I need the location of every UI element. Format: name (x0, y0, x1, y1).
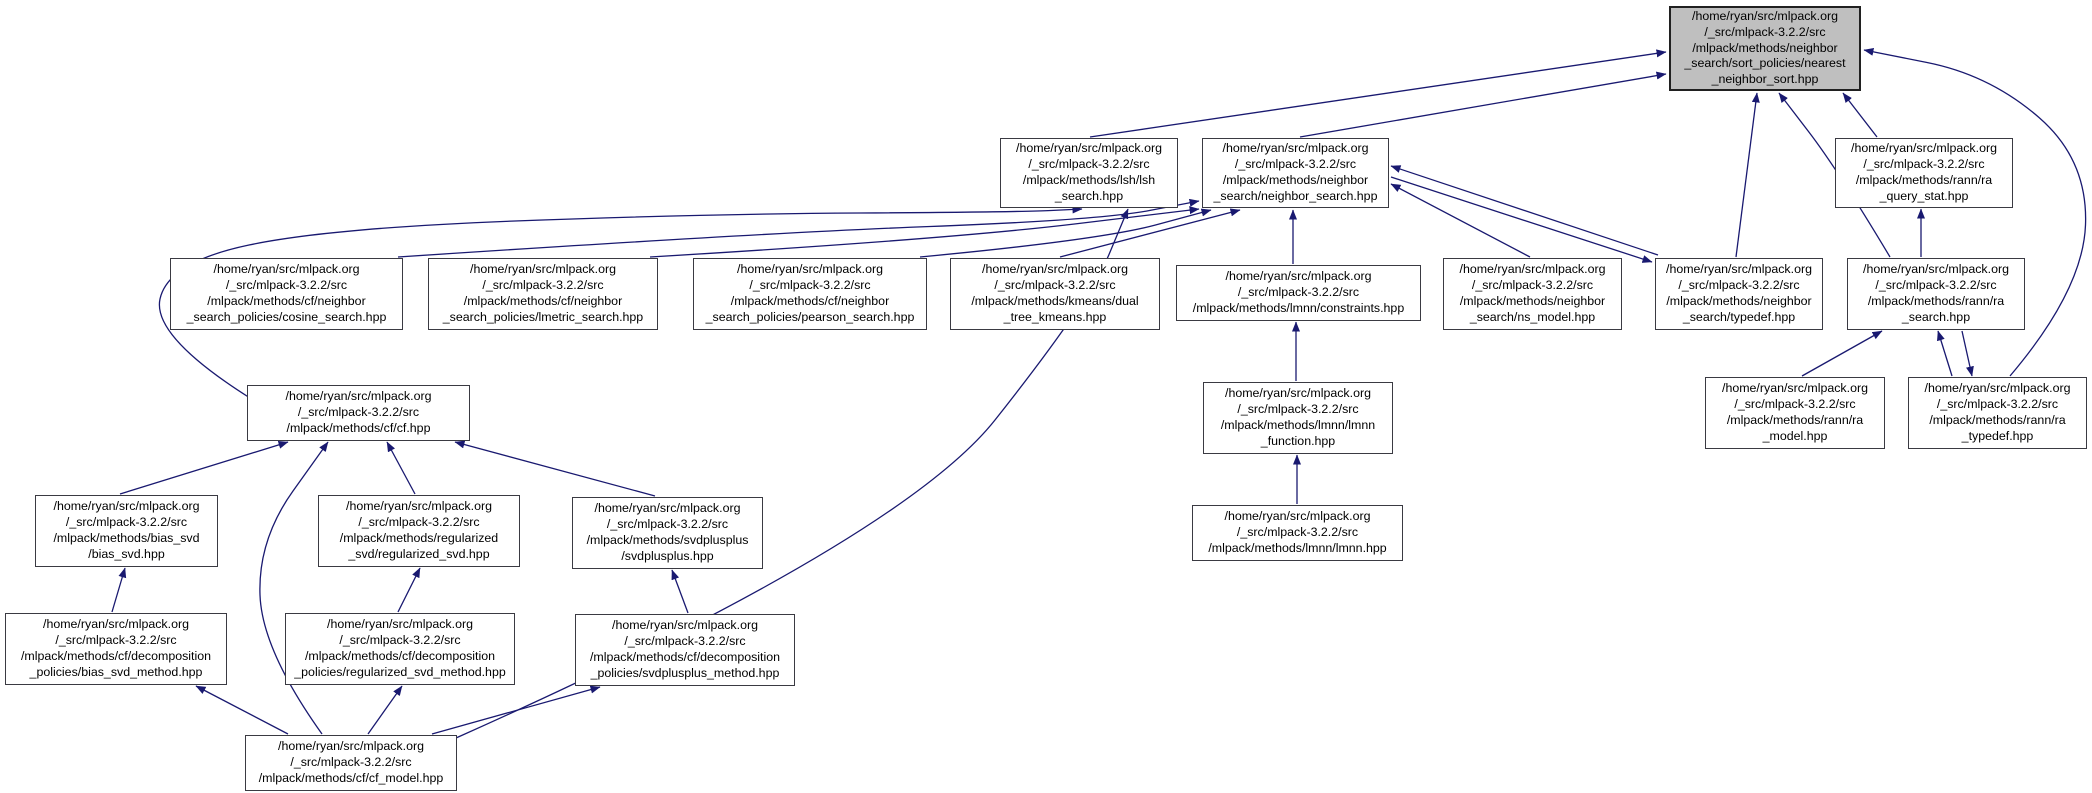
node-label-line: _search_policies/cosine_search.hpp (186, 309, 387, 324)
node-label-line: _policies/svdplusplus_method.hpp (590, 665, 780, 680)
node-label-line: /mlpack/methods/lsh/lsh (1022, 173, 1156, 187)
edge-svdplusplus_method-to-svdplusplus (672, 570, 688, 613)
edge-regularized_svd-to-cf (387, 442, 415, 494)
graph-node-ra_model[interactable] (1705, 377, 1885, 449)
node-label-line: /_src/mlpack-3.2.2/src (1471, 278, 1594, 293)
node-label-line: /home/ryan/src/mlpack.org (327, 617, 473, 632)
node-label-line: /home/ryan/src/mlpack.org (1666, 262, 1812, 277)
edge-dual_tree_kmeans-to-neighbor_search (1060, 210, 1240, 257)
node-label-line: /home/ryan/src/mlpack.org (43, 617, 189, 632)
node-label-line: /mlpack/methods/rann/ra (1929, 413, 2066, 427)
node-label-line: _search/sort_policies/nearest (1684, 56, 1846, 71)
node-label-line: _search/ns_model.hpp (1469, 309, 1596, 324)
node-label-line: /home/ryan/src/mlpack.org (982, 262, 1128, 277)
node-label-line: /mlpack/methods/bias_svd (53, 531, 200, 545)
node-label-line: /mlpack/methods/neighbor (1459, 294, 1606, 308)
edge-ns_model-to-neighbor_search (1391, 184, 1530, 257)
node-label-line: /home/ryan/src/mlpack.org (278, 739, 424, 754)
node-label-line: /mlpack/methods/neighbor (1222, 173, 1369, 187)
node-label-line: _tree_kmeans.hpp (1003, 309, 1107, 324)
node-label-line: /mlpack/methods/lmnn/lmnn (1220, 418, 1376, 432)
edge-ra_query_stat-to-nearest_neighbor_sort (1843, 93, 1877, 137)
node-label-line: /_src/mlpack-3.2.2/src (1704, 24, 1826, 39)
node-label-line: /mlpack/methods/cf/decomposition (589, 650, 781, 664)
node-label-line: /home/ryan/src/mlpack.org (1692, 9, 1838, 24)
node-label-line: /home/ryan/src/mlpack.org (53, 499, 200, 514)
node-label-line: _policies/regularized_svd_method.hpp (294, 664, 506, 679)
node-label-line: _query_stat.hpp (1879, 188, 1969, 203)
node-label-line: /_src/mlpack-3.2.2/src (55, 633, 177, 648)
node-label-line: /mlpack/methods/cf/cf.hpp (286, 420, 431, 435)
node-label-line: /_src/mlpack-3.2.2/src (1234, 157, 1357, 172)
graph-node-svdplusplus[interactable] (572, 497, 763, 569)
node-label-line: /mlpack/methods/neighbor (1692, 40, 1838, 55)
edge-typedef-to-neighbor_search (1391, 166, 1658, 255)
node-label-line: /mlpack/methods/cf/decomposition (20, 649, 212, 663)
node-label-line: /bias_svd.hpp (88, 546, 165, 561)
node-label-line: _neighbor_sort.hpp (1711, 72, 1819, 87)
edge-cf_model-to-bias_svd_method (196, 686, 288, 734)
node-label-line: /mlpack/methods/rann/ra (1855, 173, 1993, 187)
edge-bias_svd_method-to-bias_svd (112, 568, 125, 612)
node-label-line: /home/ryan/src/mlpack.org (470, 262, 616, 277)
node-label-line: /_src/mlpack-3.2.2/src (358, 515, 480, 530)
node-label-line: /home/ryan/src/mlpack.org (1459, 262, 1606, 277)
node-label-line: /mlpack/methods/cf/neighbor (207, 294, 366, 308)
node-label-line: /_src/mlpack-3.2.2/src (65, 515, 188, 530)
node-label-line: /home/ryan/src/mlpack.org (1016, 141, 1162, 156)
node-label-line: /svdplusplus.hpp (621, 548, 714, 563)
graph-node-nearest_neighbor_sort (1669, 6, 1861, 91)
node-label-line: /_src/mlpack-3.2.2/src (290, 755, 412, 770)
node-label-line: /mlpack/methods/kmeans/dual (971, 294, 1139, 308)
graph-node-ra_search[interactable] (1847, 258, 2025, 330)
node-label-line: _search.hpp (1901, 309, 1971, 324)
edge-bias_svd-to-cf (120, 442, 288, 494)
graph-node-cf_model[interactable] (245, 735, 457, 791)
node-label-line: /home/ryan/src/mlpack.org (1225, 269, 1372, 284)
node-label-line: /home/ryan/src/mlpack.org (1225, 386, 1371, 401)
edge-ra_typedef-to-ra_search (1938, 331, 1952, 376)
node-label-line: /_src/mlpack-3.2.2/src (297, 405, 420, 420)
edge-ra_model-to-ra_search (1802, 331, 1882, 376)
graph-node-bias_svd[interactable] (35, 495, 218, 567)
node-label-line: /_src/mlpack-3.2.2/src (1237, 285, 1360, 300)
graph-node-lmnn_function[interactable] (1203, 382, 1393, 454)
node-label-line: /home/ryan/src/mlpack.org (1222, 141, 1369, 156)
edge-neighbor_search-to-typedef (1391, 177, 1652, 262)
node-label-line: /home/ryan/src/mlpack.org (213, 262, 360, 277)
node-label-line: /_src/mlpack-3.2.2/src (482, 278, 604, 293)
node-label-line: /mlpack/methods/cf/decomposition (304, 649, 496, 663)
edge-lsh_search-to-nearest_neighbor_sort (1090, 52, 1666, 137)
node-label-line: /mlpack/methods/lmnn/lmnn.hpp (1208, 540, 1387, 555)
edge-cf_model-to-regularized_svd_method (368, 686, 402, 734)
node-label-line: /mlpack/methods/cf/neighbor (463, 294, 623, 308)
node-label-line: /home/ryan/src/mlpack.org (594, 501, 741, 516)
node-label-line: _search/typedef.hpp (1682, 309, 1796, 324)
node-label-line: /mlpack/methods/rann/ra (1726, 413, 1864, 427)
node-label-line: /home/ryan/src/mlpack.org (285, 389, 432, 404)
node-label-line: /home/ryan/src/mlpack.org (612, 618, 758, 633)
node-label-line: _search.hpp (1054, 188, 1124, 203)
graph-node-regularized_svd_method[interactable] (285, 613, 515, 685)
node-label-line: /home/ryan/src/mlpack.org (737, 262, 883, 277)
node-label-line: /_src/mlpack-3.2.2/src (1028, 157, 1150, 172)
edge-cf_model-to-cf (260, 442, 328, 734)
graph-node-lsh_search[interactable] (1000, 138, 1178, 208)
node-label-line: /mlpack/methods/lmnn/constraints.hpp (1192, 300, 1405, 315)
graph-node-lmetric_search[interactable] (428, 258, 658, 330)
node-label-line: /_src/mlpack-3.2.2/src (1236, 525, 1359, 540)
node-label-line: /mlpack/methods/cf/cf_model.hpp (258, 770, 444, 785)
node-label-line: _search/neighbor_search.hpp (1213, 188, 1378, 203)
node-label-line: /home/ryan/src/mlpack.org (1722, 381, 1868, 396)
node-label-line: /_src/mlpack-3.2.2/src (1863, 157, 1985, 172)
node-label-line: /_src/mlpack-3.2.2/src (1936, 397, 2059, 412)
edge-ra_search-to-ra_typedef (1962, 331, 1972, 376)
node-label-line: _model.hpp (1762, 428, 1828, 443)
node-label-line: /home/ryan/src/mlpack.org (1851, 141, 1997, 156)
node-label-line: /_src/mlpack-3.2.2/src (1875, 278, 1997, 293)
edge-pearson_search-to-neighbor_search (920, 210, 1211, 257)
node-label-line: /home/ryan/src/mlpack.org (1863, 262, 2009, 277)
graph-node-regularized_svd[interactable] (318, 495, 520, 567)
edge-cf_model-to-svdplusplus_method (432, 687, 600, 734)
node-label-line: _svd/regularized_svd.hpp (348, 546, 490, 561)
edge-svdplusplus-to-cf (455, 442, 655, 496)
graph-node-pearson_search[interactable] (693, 258, 927, 330)
node-label-line: _search_policies/lmetric_search.hpp (442, 309, 644, 324)
graph-node-constraints[interactable] (1176, 265, 1421, 321)
node-label-line: /mlpack/methods/svdplusplus (586, 533, 749, 547)
node-label-line: /mlpack/methods/regularized (339, 531, 499, 545)
edge-typedef-to-nearest_neighbor_sort (1736, 93, 1757, 257)
graph-node-ns_model[interactable] (1443, 258, 1622, 330)
graph-node-svdplusplus_method[interactable] (575, 614, 795, 686)
node-label-line: /_src/mlpack-3.2.2/src (749, 278, 871, 293)
graph-node-lmnn[interactable] (1192, 505, 1403, 561)
edge-neighbor_search-to-nearest_neighbor_sort (1300, 74, 1666, 137)
node-label-line: /_src/mlpack-3.2.2/src (1237, 402, 1359, 417)
graph-node-neighbor_search[interactable] (1202, 138, 1389, 208)
node-label-line: /_src/mlpack-3.2.2/src (606, 517, 729, 532)
node-label-line: /_src/mlpack-3.2.2/src (1734, 397, 1856, 412)
graph-node-typedef[interactable] (1655, 258, 1823, 330)
graph-node-bias_svd_method[interactable] (5, 613, 227, 685)
node-label-line: _typedef.hpp (1961, 428, 2034, 443)
graph-node-dual_tree_kmeans[interactable] (950, 258, 1160, 330)
graph-node-ra_typedef[interactable] (1908, 377, 2087, 449)
node-label-line: /home/ryan/src/mlpack.org (346, 499, 492, 514)
edge-regularized_svd_method-to-regularized_svd (398, 568, 420, 612)
graph-node-cf[interactable] (247, 385, 470, 441)
node-label-line: /_src/mlpack-3.2.2/src (994, 278, 1116, 293)
node-label-line: /mlpack/methods/rann/ra (1867, 294, 2005, 308)
node-label-line: /_src/mlpack-3.2.2/src (225, 278, 348, 293)
node-label-line: /_src/mlpack-3.2.2/src (339, 633, 461, 648)
graph-node-ra_query_stat[interactable] (1835, 138, 2013, 208)
node-label-line: /_src/mlpack-3.2.2/src (1678, 278, 1800, 293)
node-label-line: _policies/bias_svd_method.hpp (29, 664, 203, 679)
node-label-line: /home/ryan/src/mlpack.org (1224, 509, 1371, 524)
graph-node-cosine_search[interactable] (170, 258, 403, 330)
node-label-line: /_src/mlpack-3.2.2/src (624, 634, 746, 649)
node-label-line: /mlpack/methods/cf/neighbor (730, 294, 890, 308)
node-label-line: _function.hpp (1260, 433, 1336, 448)
node-label-line: /home/ryan/src/mlpack.org (1924, 381, 2071, 396)
node-label-line: /mlpack/methods/neighbor (1666, 294, 1812, 308)
node-label-line: _search_policies/pearson_search.hpp (705, 309, 915, 324)
